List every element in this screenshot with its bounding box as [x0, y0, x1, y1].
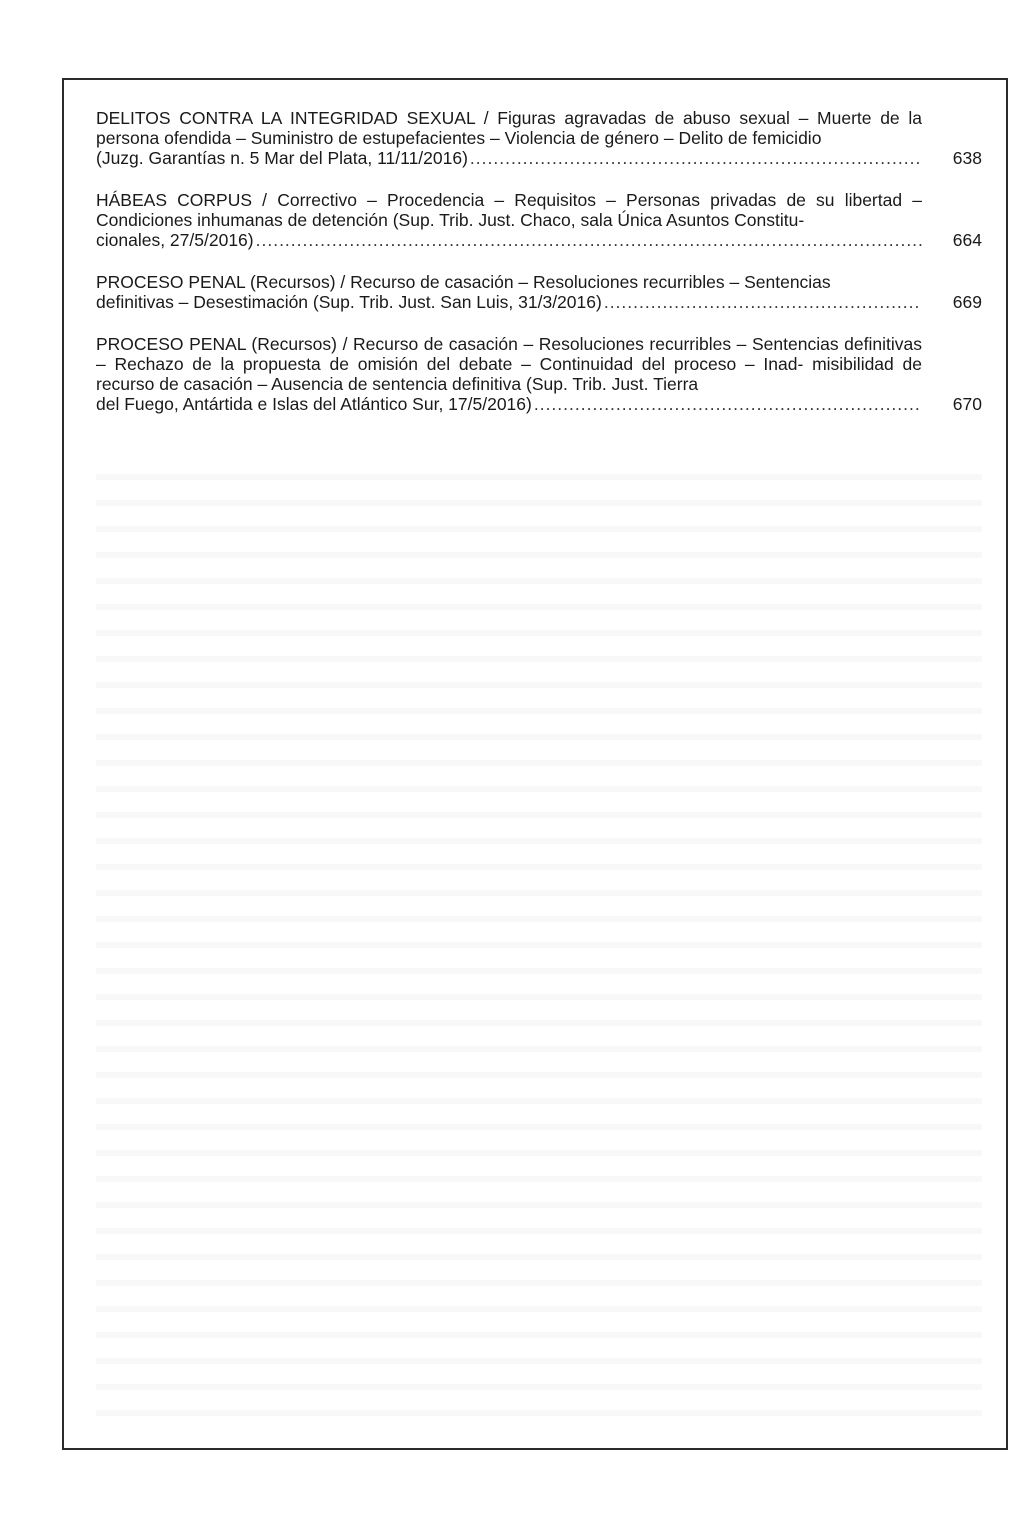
index-entry: [96, 272, 982, 312]
entry-last-line: [96, 292, 982, 312]
entry-text: [96, 190, 982, 230]
bleed-through-background: [96, 464, 982, 1424]
entry-line: HÁBEAS CORPUS / Correctivo – Procedencia – Requisitos – Personas privadas de su libertad: [96, 190, 903, 210]
entry-line: (Juzg. Garantías n. 5 Mar del Plata, 11/11/2016): [96, 148, 468, 168]
index-list: [96, 108, 982, 436]
page-number: 664: [952, 230, 982, 250]
entry-last-line: [96, 394, 982, 414]
entry-line: cionales, 27/5/2016): [96, 230, 254, 250]
page-number: 638: [952, 148, 982, 168]
entry-line: DELITOS CONTRA LA INTEGRIDAD SEXUAL / Figuras agravadas de abuso sexual – Muerte de la: [96, 108, 922, 128]
index-entry: [96, 190, 982, 250]
entry-text: [96, 272, 982, 292]
entry-line: definitivas – Rechazo de la propuesta de omisión del debate – Continuidad del proceso – Inad-: [96, 334, 922, 374]
entry-line: – Condiciones inhumanas de detención (Sup. Trib. Just. Chaco, sala Única Asuntos Constitu-: [96, 190, 922, 230]
index-entry: [96, 108, 982, 168]
page-number: 670: [952, 394, 982, 414]
entry-line: misibilidad de recurso de casación – Ausencia de sentencia definitiva (Sup. Trib. Just. Tierra: [96, 354, 922, 394]
entry-text: [96, 108, 982, 148]
entry-last-line: [96, 148, 982, 168]
entry-line: del Fuego, Antártida e Islas del Atlántico Sur, 17/5/2016): [96, 394, 532, 414]
entry-line: persona ofendida – Suministro de estupefacientes – Violencia de género – Delito de femicidio: [96, 128, 822, 148]
entry-line: definitivas – Desestimación (Sup. Trib. Just. San Luis, 31/3/2016): [96, 292, 602, 312]
dot-leader: [534, 394, 922, 414]
dot-leader: [256, 230, 922, 250]
index-entry: [96, 334, 982, 414]
entry-last-line: [96, 230, 982, 250]
dot-leader: [604, 292, 922, 312]
page-number: 669: [952, 292, 982, 312]
entry-text: [96, 334, 982, 394]
dot-leader: [470, 148, 922, 168]
entry-line: PROCESO PENAL (Recursos) / Recurso de casación – Resoluciones recurribles – Sentencias: [96, 272, 831, 292]
entry-line: PROCESO PENAL (Recursos) / Recurso de casación – Resoluciones recurribles – Sentencias: [96, 334, 839, 354]
